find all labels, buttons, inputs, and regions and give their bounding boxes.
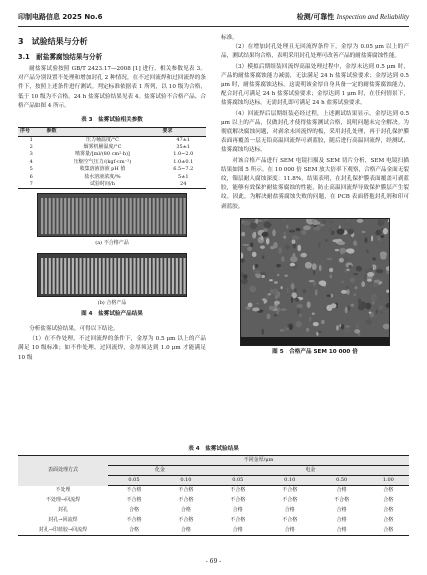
table-cell: 1.0±0.1 [173,158,194,165]
table-row [18,486,409,496]
result-cell: 不合格 [178,487,194,494]
table-cell: 6 [29,173,33,180]
fig4b-photo [37,253,187,297]
thickness-header: 0.50 [316,476,368,486]
result-cell: 不合格 [126,487,142,494]
table3-caption: 表 3 盐雾试验相关参数 [81,117,143,124]
page-header [18,10,409,24]
result-cell: 不合格 [230,496,246,503]
table-cell: 1 [29,136,33,143]
column-header: 序号 [18,128,44,136]
column-header: 参数 [44,128,160,136]
section-label: 检测/可靠性 Inspection and Reliability [296,13,409,21]
table-cell: 2 [29,144,33,151]
page-number: - 69 - [205,558,222,565]
table-cell: 1.0~2.0 [173,151,194,158]
result-cell: 合格 [180,526,191,533]
table-cell: 喷雾量/[ml/(80 cm²·h)] [75,151,130,158]
result-cell: 合格 [383,526,394,533]
paragraph: （4）回流焊后层期组装必经过程，上述测试结果显示，金厚达到 0.5 μm 以上的产品，仅做封孔才使得盐雾测试合格，说明问题未完全解决。为彻底解决腐蚀问题，对剥余未回流焊的板，采用封孔处理，再于封孔保护膜表面再覆盖一层无铅高温回流焊可剥蓝胶，随后进行高温回流焊，经测试，盐雾腐蚀均达标。 [221,110,409,154]
table-cell: 压缩空气压力/(kgf·cm⁻²) [73,158,132,165]
table-row [18,496,409,506]
result-cell: 合格 [128,526,139,533]
result-cell: 合格 [284,506,295,513]
right-column [221,34,409,363]
method-cell: 封孔→印蓝胶→回流焊 [38,526,88,533]
method-cell: 封孔→回流焊 [48,516,78,523]
result-cell: 合格 [232,506,243,513]
pcb-photo-passed [38,254,187,297]
header-rule [18,26,409,27]
table-cell: 7 [29,181,33,188]
result-cell: 合格 [180,506,191,513]
result-cell: 合格 [284,526,295,533]
result-cell: 合格 [128,506,139,513]
table-header-row [18,456,409,466]
table-row [18,526,409,536]
result-cell: 不合格 [230,487,246,494]
thickness-header: 0.05 [108,476,160,486]
result-cell: 合格 [336,526,347,533]
result-cell: 不合格 [282,496,298,503]
table-cell: 5 [29,166,33,173]
result-cell: 不合格 [126,516,142,523]
paragraph: （3）模拟后期组装回流焊高温处理过程中，金厚未达到 0.5 μm 时，产品的耐盐雾腐蚀能力减弱，无法满足 24 h 盐雾试验要求；金厚达到 0.5 μm 时，耐盐雾腐蚀达标。这说明该金厚自身具备一定的耐盐雾腐蚀能力，配合封孔可满足 24 h 盐雾试验要求；金厚达到 1 μm 时，在任何情景下，盐雾腐蚀均达标，无需封孔即可满足 24 h 盐雾试验要求。 [221,63,409,107]
paragraph: （1）在不作处理、不过回流焊的条件下，金厚为 0.5 μm 以上的产品满足 10 级标准；如不作处理、过回流焊，金厚须达到 1.0 μm 才能满足 10 级 [18,336,206,361]
table-cell: 24 [180,181,187,188]
fig4-caption: 图 4 盐雾试验产品结果 [81,310,143,317]
thickness-header: 0.05 [212,476,264,486]
paragraph: （2）在增加封孔处理且无回流焊条件下，金厚为 0.05 μm 以上的产品，测试结果均合格，表明采用封孔处理可改善产品的耐盐雾腐蚀性能。 [221,44,409,60]
table4 [18,455,409,536]
sem-micrograph [241,219,390,346]
table4-block [18,444,409,536]
method-cell: 不处理 [55,486,71,493]
paragraph: 对该合格产品进行 SEM 电镜扫描及 SEM 切片分析，SEM 电镜扫描结果如图 5 所示。在 10 000 倍 SEM 放大倍率下观察，合格产品金面无裂纹，镍层耐人腐蚀深度：11.8%，结果表明，在封孔保护膜表面覆盖可剥蓝胶，能够有效保护耐盐雾腐蚀的性能，防止高温回流焊导致保护膜层产生裂纹。因此，为解决耐盐雾腐蚀失败的问题，在 PCB 表面搭抱封孔剂和印可剥蓝胶。 [221,157,409,210]
table-cell: 6.5~7.2 [173,166,194,173]
journal-title: 印制电路信息 2025 No.6 [18,13,103,21]
table-cell: 收集溶液溶液 pH 值 [79,166,126,173]
section-title: 3 试验结果与分析 [18,37,88,46]
table-cell: 试验时间/h [90,181,115,188]
table-row [18,174,206,181]
result-cell: 合格 [336,487,347,494]
table-row [18,151,206,158]
table-cell: 4 [29,158,33,165]
result-cell: 合格 [336,516,347,523]
subsection-title: 3.1 耐盐雾腐蚀结果与分析 [18,53,103,61]
fig4a-photo [37,193,187,237]
pcb-photo-failed [38,194,187,237]
table-cell: 5±1 [177,173,189,180]
table-cell: 盐水溶液浓度/% [84,173,121,180]
fig5-sem-image [240,218,390,346]
fig4b-subcaption: (b) 合格产品 [97,299,127,306]
method-cell: 封孔 [57,506,68,513]
table-row [18,506,409,516]
result-cell: 不合格 [282,516,298,523]
table4-caption: 表 4 盐雾试验结果 [188,446,239,452]
table-cell: 47±1 [176,136,191,143]
result-cell: 合格 [383,516,394,523]
result-cell: 合格 [383,496,394,503]
fig4a-subcaption: (a) 不合格产品 [95,240,129,247]
table-row [18,166,206,173]
subgroup-header: 电金 [212,466,409,476]
result-cell: 不合格 [126,496,142,503]
fig5-caption: 图 5 合格产品 SEM 10 000 倍 [272,348,358,355]
thickness-header: 1.00 [368,476,409,486]
table3 [18,127,206,189]
table-header-row [18,128,206,136]
paragraph: 分析盐雾试验结果，可得以下结论。 [29,326,119,333]
table-cell: 压力桶温度/°C [85,136,119,143]
result-cell: 合格 [383,506,394,513]
paragraph: 标准。 [221,35,238,41]
result-cell: 合格 [232,526,243,533]
table-row [18,516,409,526]
result-cell: 合格 [383,487,394,494]
paragraph: 耐盐雾试验按照 GB/T 2423.17—2008 [1] 进行，相关参数见表 3。对产品分别设置不处理和增加封孔 2 种情况，在不过回流焊和过回流焊的条件下，按照上述条件进行测试。判定标准依据表 1 所列，以 10 级为合格，低于 10 级为不合格。24 h 盐雾试验结果见表 4。盐雾试验不合格产品、合格产品如图 4 所示。 [18,66,206,109]
method-cell: 不处理→回流焊 [45,496,81,503]
result-cell: 不合格 [230,516,246,523]
column-header: 要求 [160,128,206,136]
result-cell: 不合格 [282,487,298,494]
table-cell: 35±1 [176,144,191,151]
group-header: 不同金厚/μm [108,456,409,466]
thickness-header: 0.10 [160,476,212,486]
table-row [18,181,206,189]
left-column [18,34,206,364]
table-cell: 3 [29,151,33,158]
result-cell: 合格 [336,506,347,513]
table-row [18,136,206,144]
row-header: 表面处理方式 [18,456,108,486]
table-cell: 烟雾机桶温度/°C [83,144,122,151]
thickness-header: 0.10 [264,476,316,486]
subgroup-header: 化金 [108,466,212,476]
result-cell: 不合格 [178,496,194,503]
result-cell: 不合格 [334,496,350,503]
result-cell: 不合格 [178,516,194,523]
